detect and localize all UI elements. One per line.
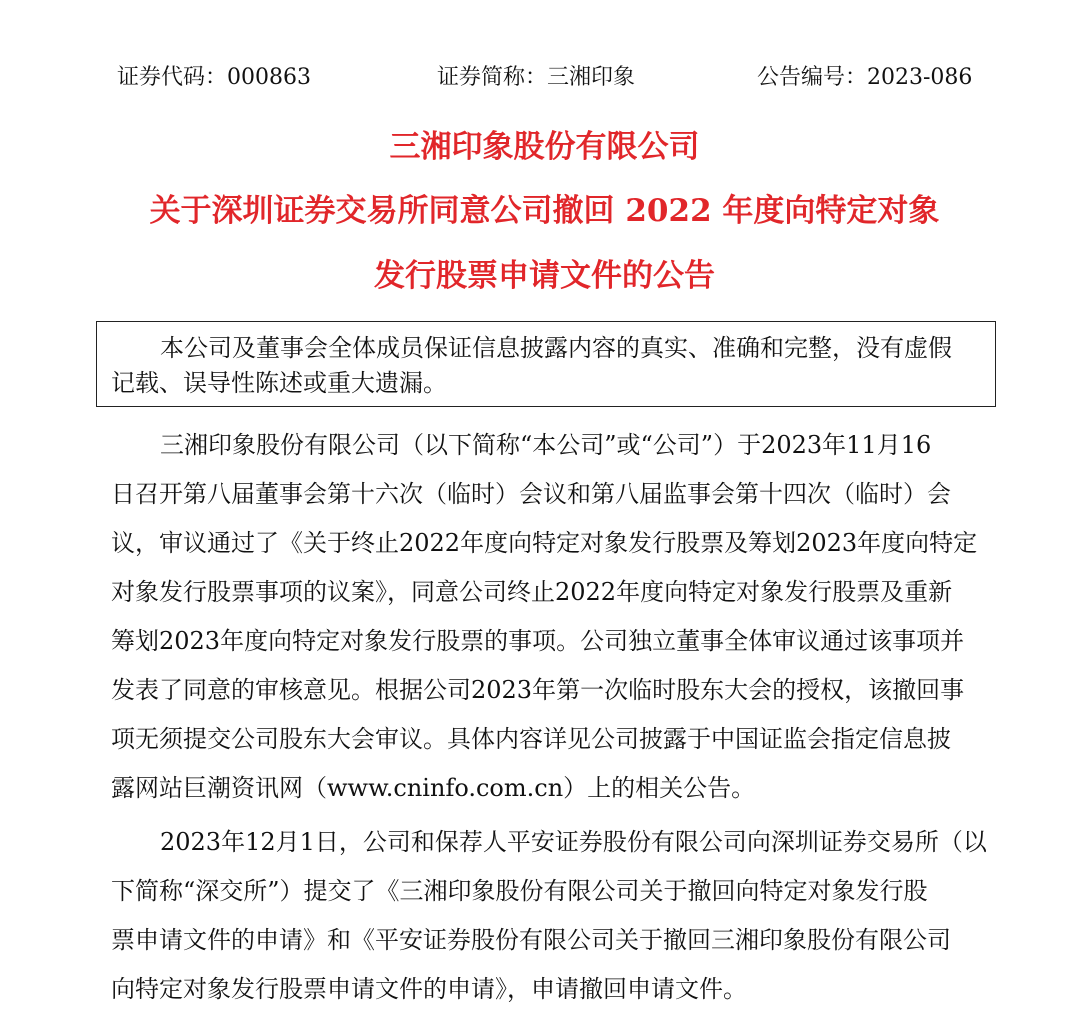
paragraph-2-line-2: 下简称“深交所”）提交了《三湘印象股份有限公司关于撤回向特定对象发行股 xyxy=(111,877,928,905)
stock-code: 证券代码：000863 xyxy=(117,65,311,90)
announcement-title-line-2: 发行股票申请文件的公告 xyxy=(374,258,715,294)
paragraph-1-line-6: 发表了同意的审核意见。根据公司2023年第一次临时股东大会的授权，该撤回事 xyxy=(111,676,965,704)
paragraph-1-line-5: 筹划2023年度向特定对象发行股票的事项。公司独立董事全体审议通过该事项并 xyxy=(111,627,965,655)
paragraph-2-line-3: 票申请文件的申请》和《平安证券股份有限公司关于撤回三湘印象股份有限公司 xyxy=(111,926,951,954)
paragraph-1-line-2: 日召开第八届董事会第十六次（临时）会议和第八届监事会第十四次（临时）会 xyxy=(111,480,951,508)
paragraph-1-line-4: 对象发行股票事项的议案》，同意公司终止2022年度向特定对象发行股票及重新 xyxy=(111,578,953,606)
company-title: 三湘印象股份有限公司 xyxy=(389,129,700,165)
notice-line-1: 本公司及董事会全体成员保证信息披露内容的真实、准确和完整，没有虚假 xyxy=(160,334,952,362)
paragraph-2-line-1: 2023年12月1日，公司和保荐人平安证券股份有限公司向深圳证券交易所（以 xyxy=(160,828,987,856)
paragraph-1-line-8: 露网站巨潮资讯网（www.cninfo.com.cn）上的相关公告。 xyxy=(111,774,756,802)
paragraph-1-line-1: 三湘印象股份有限公司（以下简称“本公司”或“公司”）于2023年11月16 xyxy=(160,431,932,459)
paragraph-2-line-4: 向特定对象发行股票申请文件的申请》，申请撤回申请文件。 xyxy=(111,975,747,1003)
paragraph-1-line-7: 项无须提交公司股东大会审议。具体内容详见公司披露于中国证监会指定信息披 xyxy=(111,725,951,753)
announcement-header xyxy=(0,60,1089,96)
announcement-title-line-1: 关于深圳证券交易所同意公司撤回 2022 年度向特定对象 xyxy=(149,193,940,229)
paragraph-1-line-3: 议，审议通过了《关于终止2022年度向特定对象发行股票及筹划2023年度向特定 xyxy=(111,529,978,557)
announcement-number: 公告编号：2023-086 xyxy=(757,65,973,90)
notice-line-2: 记载、误导性陈述或重大遗漏。 xyxy=(111,369,447,397)
stock-short-name: 证券简称：三湘印象 xyxy=(437,65,636,90)
